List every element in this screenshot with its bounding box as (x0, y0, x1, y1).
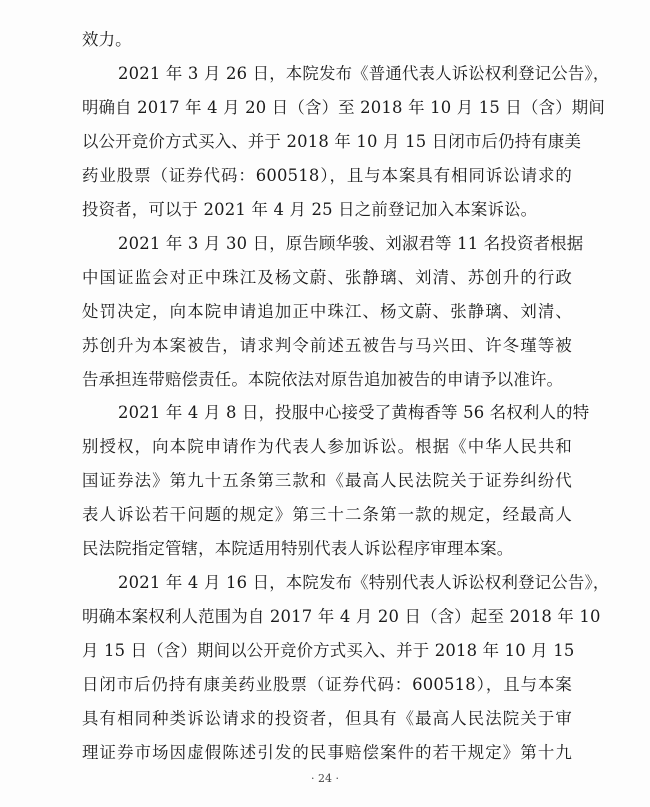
text-line-21: 具有相同种类诉讼请求的投资者，但具有《最高人民法院关于审 (82, 709, 572, 728)
text-line-7: 2021 年 3 月 30 日，原告顾华骏、刘淑君等 11 名投资者根据 (118, 234, 584, 253)
text-line-1: 效力。 (82, 30, 132, 49)
text-line-16: 民法院指定管辖，本院适用特别代表人诉讼程序审理本案。 (82, 539, 514, 558)
text-line-9: 处罚决定，向本院申请追加正中珠江、杨文蔚、张静璃、刘清、 (82, 302, 572, 321)
text-line-18: 明确本案权利人范围为自 2017 年 4 月 20 日（含）起至 2018 年 10 (82, 607, 601, 626)
text-line-17: 2021 年 4 月 16 日，本院发布《特别代表人诉讼权利登记公告》， (118, 573, 610, 592)
text-line-20: 日闭市后仍持有康美药业股票（证券代码：600518），且与本案 (82, 675, 572, 694)
text-line-22: 理证券市场因虚假陈述引发的民事赔偿案件的若干规定》第十九 (82, 743, 572, 762)
text-line-4: 以公开竞价方式买入、并于 2018 年 10 月 15 日闭市后仍持有康美 (82, 132, 582, 151)
text-line-6: 投资者，可以于 2021 年 4 月 25 日之前登记加入本案诉讼。 (82, 200, 538, 219)
text-line-11: 告承担连带赔偿责任。本院依法对原告追加被告的申请予以准许。 (82, 370, 564, 389)
text-line-12: 2021 年 4 月 8 日，投服中心接受了黄梅香等 56 名权利人的特 (118, 403, 590, 422)
text-line-10: 苏创升为本案被告，请求判令前述五被告与马兴田、许冬瑾等被 (82, 336, 572, 355)
text-line-15: 表人诉讼若干问题的规定》第三十二条第一款的规定，经最高人 (82, 505, 572, 524)
page-number: · 24 · (311, 772, 339, 785)
text-line-19: 月 15 日（含）期间以公开竞价方式买入、并于 2018 年 10 月 15 (82, 641, 575, 660)
text-line-13: 别授权，向本院申请作为代表人参加诉讼。根据《中华人民共和 (82, 437, 572, 456)
text-line-3: 明确自 2017 年 4 月 20 日（含）至 2018 年 10 月 15 日（含）期间 (82, 98, 605, 117)
text-line-8: 中国证监会对正中珠江及杨文蔚、张静璃、刘清、苏创升的行政 (82, 268, 572, 287)
text-line-5: 药业股票（证券代码：600518），且与本案具有相同诉讼请求的 (82, 166, 572, 185)
text-line-14: 国证券法》第九十五条第三款和《最高人民法院关于证券纠纷代 (82, 471, 572, 490)
text-line-2: 2021 年 3 月 26 日，本院发布《普通代表人诉讼权利登记公告》， (118, 64, 610, 83)
